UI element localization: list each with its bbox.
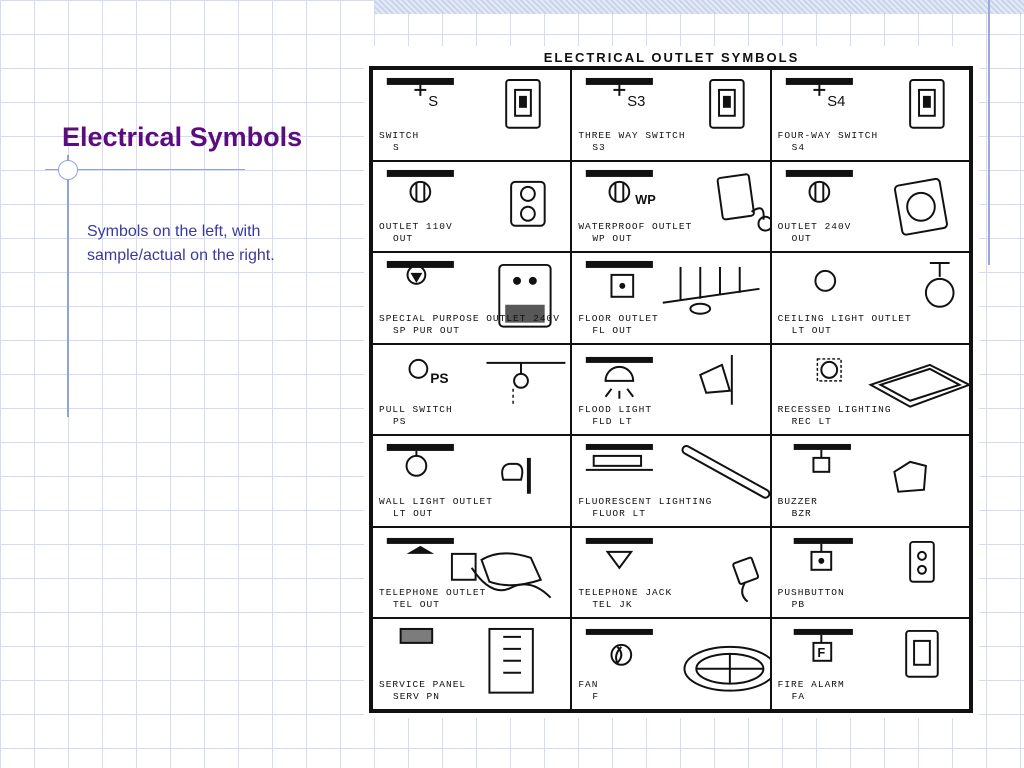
- symbol-label: [578, 221, 692, 245]
- symbol-abbreviation: TEL OUT: [393, 599, 440, 611]
- symbol-cell-flood-light: [571, 344, 770, 436]
- symbol-abbreviation: FLD LT: [592, 416, 633, 428]
- symbol-label: [379, 587, 486, 611]
- symbol-cell-ceiling-light-outlet: [771, 252, 970, 344]
- symbol-name: FIRE ALARM: [777, 678, 845, 690]
- symbol-abbreviation: S: [393, 141, 400, 153]
- symbol-abbreviation: SERV PN: [393, 690, 440, 702]
- symbol-text: PS: [430, 369, 449, 386]
- symbol-text: S: [428, 93, 439, 110]
- symbol-label: [578, 496, 712, 520]
- symbol-label: [379, 313, 560, 337]
- symbol-name: RECESSED LIGHTING: [777, 404, 892, 416]
- chart-title: ELECTRICAL OUTLET SYMBOLS: [543, 50, 800, 65]
- symbol-cell-pull-switch: [372, 344, 571, 436]
- symbol-label: [778, 313, 912, 337]
- symbol-name: BUZZER: [777, 495, 818, 507]
- slide-body-text: Symbols on the left, with sample/actual on the right.: [87, 223, 275, 264]
- symbol-cell-four-way-switch: [771, 69, 970, 161]
- symbol-label: [578, 587, 672, 611]
- symbol-abbreviation: PB: [791, 599, 806, 611]
- symbol-name: FLOOD LIGHT: [578, 404, 653, 416]
- symbol-abbreviation: S3: [592, 141, 606, 153]
- symbol-cell-telephone-outlet: [372, 527, 571, 619]
- symbol-label: [778, 404, 892, 428]
- symbol-label: [778, 679, 845, 703]
- symbol-name: SWITCH: [379, 129, 420, 141]
- decorative-vertical-line: [67, 155, 69, 417]
- symbol-abbreviation: PS: [393, 416, 407, 428]
- symbol-label: [379, 221, 453, 245]
- symbol-name: PULL SWITCH: [379, 404, 453, 416]
- symbol-cell-switch: [372, 69, 571, 161]
- symbol-abbreviation: BZR: [791, 507, 812, 519]
- symbol-abbreviation: OUT: [791, 233, 812, 245]
- symbol-name: SPECIAL PURPOSE OUTLET 240V: [379, 312, 560, 324]
- symbol-label: [379, 404, 453, 428]
- fan-icon: [572, 619, 769, 709]
- symbol-label: [578, 404, 652, 428]
- symbol-label: [778, 587, 845, 611]
- electrical-symbols-chart: [364, 46, 979, 718]
- symbol-abbreviation: SP PUR OUT: [393, 324, 461, 336]
- symbol-cell-waterproof-outlet: [571, 161, 770, 253]
- symbol-name: THREE WAY SWITCH: [578, 129, 686, 141]
- symbol-label: [778, 221, 852, 245]
- symbol-label: [778, 496, 818, 520]
- symbol-abbreviation: REC LT: [791, 416, 832, 428]
- symbol-name: FOUR-WAY SWITCH: [777, 129, 879, 141]
- symbol-cell-fan: [571, 618, 770, 710]
- symbol-name: CEILING LIGHT OUTLET: [777, 312, 912, 324]
- symbol-text: WP: [635, 191, 657, 207]
- symbol-cell-fluorescent-lighting: [571, 435, 770, 527]
- symbol-cell-fire-alarm: [771, 618, 970, 710]
- symbol-name: WALL LIGHT OUTLET: [379, 495, 493, 507]
- slide-title: Electrical Symbols: [62, 122, 303, 152]
- symbol-abbreviation: F: [592, 690, 600, 702]
- symbol-abbreviation: LT OUT: [393, 507, 434, 519]
- symbol-cell-outlet-110v: [372, 161, 571, 253]
- symbol-name: OUTLET 110V: [379, 221, 453, 233]
- symbol-label: [778, 130, 879, 154]
- symbol-name: FLOOR OUTLET: [578, 312, 659, 324]
- symbol-text: S4: [826, 93, 846, 110]
- decorative-circle: [58, 160, 78, 180]
- symbol-label: [578, 679, 599, 703]
- symbol-text: F: [817, 645, 825, 661]
- symbol-cell-telephone-jack: [571, 527, 770, 619]
- symbol-cell-buzzer: [771, 435, 970, 527]
- symbol-name: SERVICE PANEL: [379, 678, 467, 690]
- symbol-cell-wall-light-outlet: [372, 435, 571, 527]
- symbol-name: FAN: [578, 678, 599, 690]
- symbol-label: [379, 496, 493, 520]
- symbol-abbreviation: FA: [791, 690, 806, 702]
- symbol-abbreviation: OUT: [393, 233, 414, 245]
- symbol-name: WATERPROOF OUTLET: [578, 221, 693, 233]
- symbol-label: [578, 130, 685, 154]
- symbol-name: TELEPHONE OUTLET: [379, 587, 487, 599]
- symbol-cell-floor-outlet: [571, 252, 770, 344]
- symbol-label: [578, 313, 658, 337]
- symbol-abbreviation: WP OUT: [592, 233, 633, 245]
- symbol-text: S3: [627, 93, 646, 110]
- symbol-cell-recessed-lighting: [771, 344, 970, 436]
- symbol-name: TELEPHONE JACK: [578, 587, 673, 599]
- symbol-grid: [369, 66, 973, 713]
- symbol-abbreviation: FL OUT: [592, 324, 633, 336]
- symbol-cell-outlet-240v: [771, 161, 970, 253]
- symbol-label: [379, 130, 419, 154]
- symbol-name: OUTLET 240V: [777, 221, 852, 233]
- symbol-cell-service-panel: [372, 618, 571, 710]
- symbol-name: FLUORESCENT LIGHTING: [578, 495, 713, 507]
- symbol-cell-special-purpose-outlet: [372, 252, 571, 344]
- symbol-abbreviation: LT OUT: [791, 324, 832, 336]
- symbol-abbreviation: FLUOR LT: [592, 507, 646, 519]
- symbol-cell-pushbutton: [771, 527, 970, 619]
- symbol-name: PUSHBUTTON: [777, 587, 845, 599]
- decorative-top-band: [375, 0, 1024, 14]
- symbol-label: [379, 679, 466, 703]
- symbol-cell-three-way-switch: [571, 69, 770, 161]
- symbol-abbreviation: S4: [791, 141, 806, 153]
- decorative-right-line: [988, 0, 990, 265]
- symbol-abbreviation: TEL JK: [592, 599, 633, 611]
